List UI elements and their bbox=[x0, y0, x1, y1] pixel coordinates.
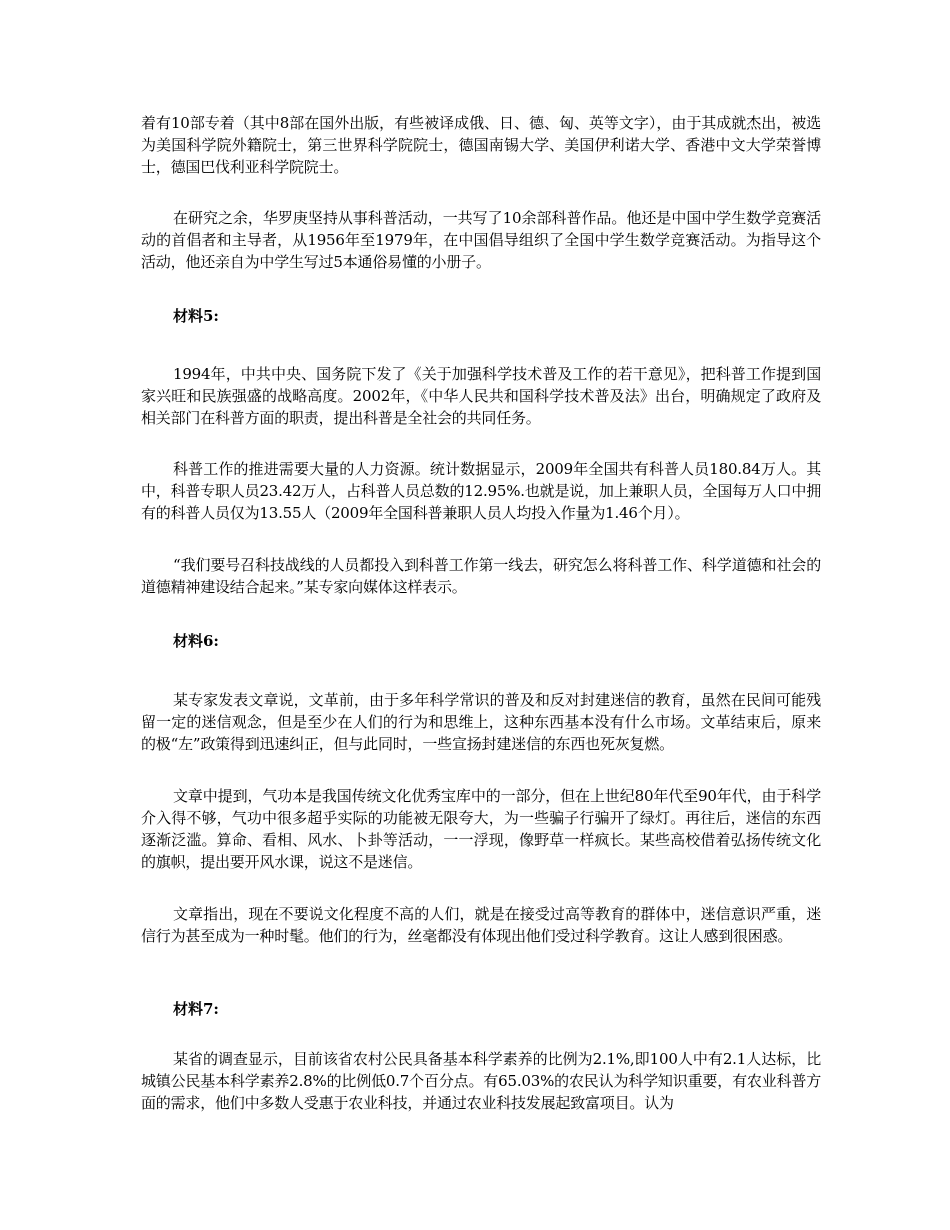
heading-material-7: 材料7: bbox=[173, 1000, 219, 1018]
heading-material-5: 材料5: bbox=[173, 307, 219, 325]
paragraph-superstition-revival: 某专家发表文章说，文革前，由于多年科学常识的普及和反对封建迷信的教育，虽然在民间可能残留一定的迷信观念，但是至少在人们的行为和思维上，这种东西基本没有什么市场。文革结束后，原来的极“左”政策得到迅速纠正，但与此同时，一些宣扬封建迷信的东西也死灰复燃。 bbox=[141, 691, 821, 753]
paragraph-hua-luogeng-honors: 着有10部专着（其中8部在国外出版，有些被译成俄、日、德、匈、英等文字），由于其成就杰出，被选为美国科学院外籍院士，第三世界科学院院士，德国南锡大学、美国伊利诺大学、香港中文大学荣誉博士，德国巴伐利亚科学院院士。 bbox=[141, 114, 821, 176]
paragraph-expert-quote: “我们要号召科技战线的人员都投入到科普工作第一线去，研究怎么将科普工作、科学道德和社会的道德精神建设结合起来。”某专家向媒体这样表示。 bbox=[141, 556, 821, 596]
paragraph-qigong: 文章中提到，气功本是我国传统文化优秀宝库中的一部分，但在上世纪80年代至90年代，由于科学介入得不够，气功中很多超乎实际的功能被无限夸大，为一些骗子行骗开了绿灯。再往后，迷信的东西逐渐泛滥。算命、看相、风水、卜卦等活动，一一浮现，像野草一样疯长。某些高校借着弘扬传统文化的旗帜，提出要开风水课，说这不是迷信。 bbox=[141, 787, 821, 871]
paragraph-rural-survey: 某省的调查显示，目前该省农村公民具备基本科学素养的比例为2.1%,即100人中有2.1人达标，比城镇公民基本科学素养2.8%的比例低0.7个百分点。有65.03%的农民认为科学知识重要，有农业科普方面的需求，他们中多数人受惠于农业科技，并通过农业科技发展起致富项目。认为 bbox=[141, 1050, 821, 1112]
paragraph-educated-superstition: 文章指出，现在不要说文化程度不高的人们，就是在接受过高等教育的群体中，迷信意识严重，迷信行为甚至成为一种时髦。他们的行为，丝毫都没有体现出他们受过科学教育。这让人感到很困惑。 bbox=[141, 905, 821, 945]
paragraph-science-personnel: 科普工作的推进需要大量的人力资源。统计数据显示，2009年全国共有科普人员180.84万人。其中，科普专职人员23.42万人，占科普人员总数的12.95%.也就是说，加上兼职人员，全国每万人口中拥有的科普人员仅为13.55人（2009年全国科普兼职人员人均投入作量为1.46个月）。 bbox=[141, 460, 821, 522]
paragraph-hua-luogeng-popular-science: 在研究之余，华罗庚坚持从事科普活动，一共写了10余部科普作品。他还是中国中学生数学竞赛活动的首倡者和主导者，从1956年至1979年，在中国倡导组织了全国中学生数学竞赛活动。为指导这个活动，他还亲自为中学生写过5本通俗易懂的小册子。 bbox=[141, 209, 821, 271]
heading-material-6: 材料6: bbox=[173, 632, 219, 650]
paragraph-science-policy: 1994年，中共中央、国务院下发了《关于加强科学技术普及工作的若干意见》，把科普工作提到国家兴旺和民族强盛的战略高度。2002年，《中华人民共和国科学技术普及法》出台，明确规定了政府及相关部门在科普方面的职责，提出科普是全社会的共同任务。 bbox=[141, 365, 821, 427]
